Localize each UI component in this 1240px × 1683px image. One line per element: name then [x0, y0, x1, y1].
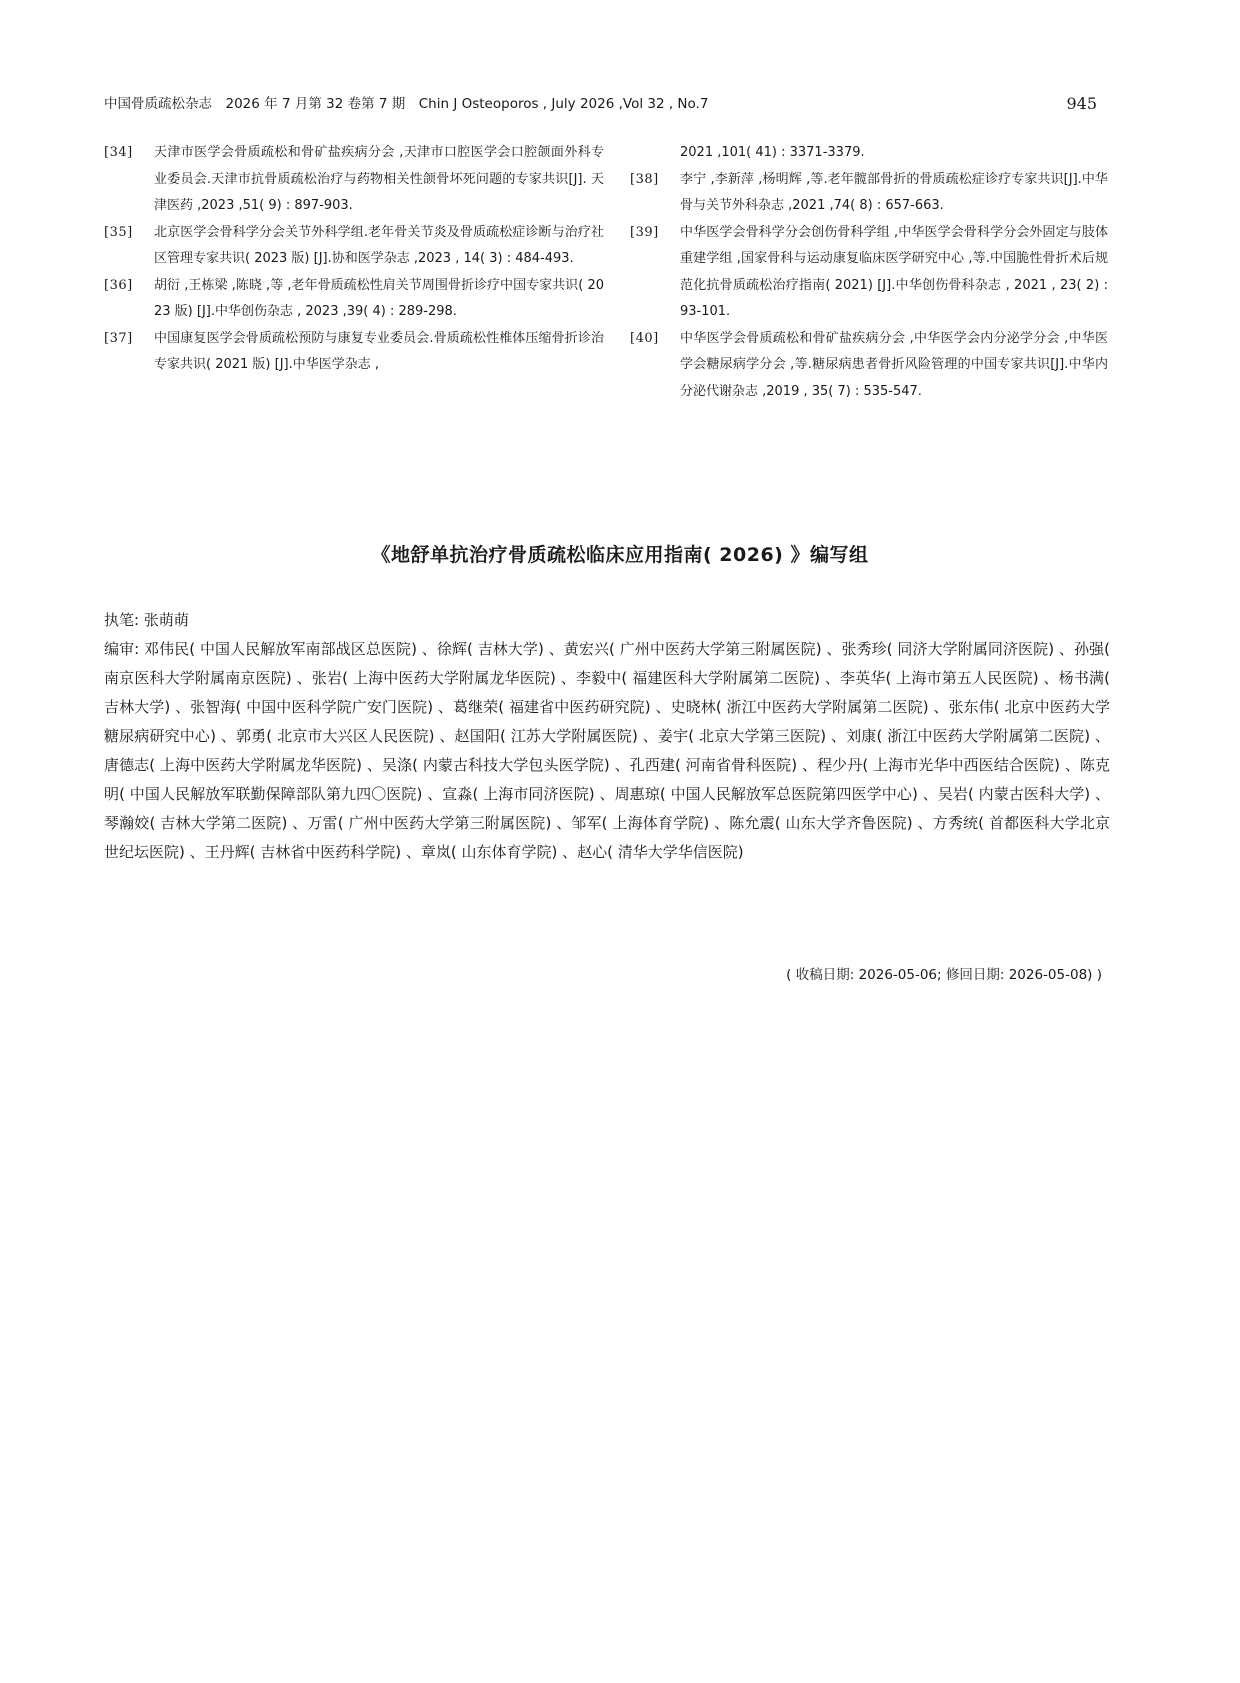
- author-block: [104, 606, 1110, 867]
- journal-info: 中国骨质疏松杂志 2026 年 7 月第 32 卷第 7 期 Chin J Osteoporos , July 2026 ,Vol 32 , No.7: [104, 96, 709, 112]
- reference-item: [104, 273, 604, 326]
- received-dates: ( 收稿日期: 2026-05-06; 修回日期: 2026-05-08) ): [786, 967, 1102, 983]
- reference-text: 天津市医学会骨质疏松和骨矿盐疾病分会 ,天津市口腔医学会口腔颌面外科专业委员会.天津市抗骨质疏松治疗与药物相关性颌骨坏死问题的专家共识[J]. 天津医药 ,2023 ,51( 9) : 897-903.: [154, 145, 604, 213]
- reference-text: 中国康复医学会骨质疏松预防与康复专业委员会.骨质疏松性椎体压缩骨折诊治专家共识( 2021 版) [J].中华医学杂志 ,: [154, 330, 604, 372]
- references-left-column: [104, 140, 604, 379]
- reference-text: 中华医学会骨质疏松和骨矿盐疾病分会 ,中华医学会内分泌学分会 ,中华医学会糖尿病学分会 ,等.糖尿病患者骨折风险管理的中国专家共识[J].中华内分泌代谢杂志 ,2019 , 35( 7) : 535-547.: [680, 330, 1108, 399]
- reference-text: 北京医学会骨科学分会关节外科学组.老年骨关节炎及骨质疏松症诊断与治疗社区管理专家共识( 2023 版) [J].协和医学杂志 ,2023 , 14( 3) : 484-493.: [154, 224, 604, 266]
- reference-text: 2021 ,101( 41) : 3371-3379.: [680, 145, 865, 160]
- reference-number: [40]: [630, 330, 659, 346]
- reference-continuation: [630, 140, 1108, 167]
- running-header: [104, 92, 1097, 116]
- reference-item: [630, 167, 1108, 220]
- reference-text: 中华医学会骨科学分会创伤骨科学组 ,中华医学会骨科学分会外固定与肢体重建学组 ,国家骨科与运动康复临床医学研究中心 ,等.中国脆性骨折术后规范化抗骨质疏松治疗指南( 2021) [J].中华创伤骨科杂志 , 2021 , 23( 2) : 93-101.: [680, 224, 1108, 319]
- reference-number: [630, 140, 680, 167]
- reference-text: 胡衍 ,王栋梁 ,陈晓 ,等 ,老年骨质疏松性肩关节周围骨折诊疗中国专家共识( 2023 版) [J].中华创伤杂志 , 2023 ,39( 4) : 289-298.: [154, 277, 604, 319]
- references-right-column: [630, 140, 1108, 405]
- reference-number: [39]: [630, 224, 659, 240]
- reference-number: [37]: [104, 330, 133, 346]
- reference-item: [104, 326, 604, 379]
- writing-group-title: 《地舒单抗治疗骨质疏松临床应用指南( 2026) 》编写组: [371, 544, 869, 566]
- reference-item: [630, 220, 1108, 326]
- reference-item: [630, 326, 1108, 406]
- reference-number: [35]: [104, 224, 133, 240]
- reference-number: [34]: [104, 145, 133, 160]
- page-number: 945: [1066, 94, 1097, 113]
- reference-text: 李宁 ,李新萍 ,杨明辉 ,等.老年髋部骨折的骨质疏松症诊疗专家共识[J].中华骨与关节外科杂志 ,2021 ,74( 8) : 657-663.: [680, 171, 1108, 213]
- reference-number: [38]: [630, 171, 659, 187]
- reference-item: [104, 220, 604, 273]
- reference-item: [104, 140, 604, 220]
- editors-paragraph: 编审: 邓伟民( 中国人民解放军南部战区总医院) 、徐辉( 吉林大学) 、黄宏兴( 广州中医药大学第三附属医院) 、张秀珍( 同济大学附属同济医院) 、孙强( 南京医科大学附属南京医院) 、张岩( 上海中医药大学附属龙华医院) 、李毅中( 福建医科大学附属第二医院) 、李英华( 上海市第五人民医院) 、杨书满( 吉林大学) 、张智海( 中国中医科学院广安门医院) 、葛继荣( 福建省中医药研究院) 、史晓林( 浙江中医药大学附属第二医院) 、张东伟( 北京中医药大学糖尿病研究中心) 、郭勇( 北京市大兴区人民医院) 、赵国阳( 江苏大学附属医院) 、姜宇( 北京大学第三医院) 、刘康( 浙江中医药大学附属第二医院) 、唐德志( 上海中医药大学附属龙华医院) 、吴涤( 内蒙古科技大学包头医学院) 、孔西建( 河南省骨科医院) 、程少丹( 上海市光华中西医结合医院) 、陈克明( 中国人民解放军联勤保障部队第九四〇医院) 、宣淼( 上海市同济医院) 、周惠琼( 中国人民解放军总医院第四医学中心) 、吴岩( 内蒙古医科大学) 、琴瀚姣( 吉林大学第二医院) 、万雷( 广州中医药大学第三附属医院) 、邹军( 上海体育学院) 、陈允震( 山东大学齐鲁医院) 、方秀统( 首都医科大学北京世纪坛医院) 、王丹辉( 吉林省中医药科学院) 、章岚( 山东体育学院) 、赵心( 清华大学华信医院): [104, 640, 1110, 861]
- reference-number: [36]: [104, 277, 133, 293]
- writer-line: 执笔: 张萌萌: [104, 611, 189, 629]
